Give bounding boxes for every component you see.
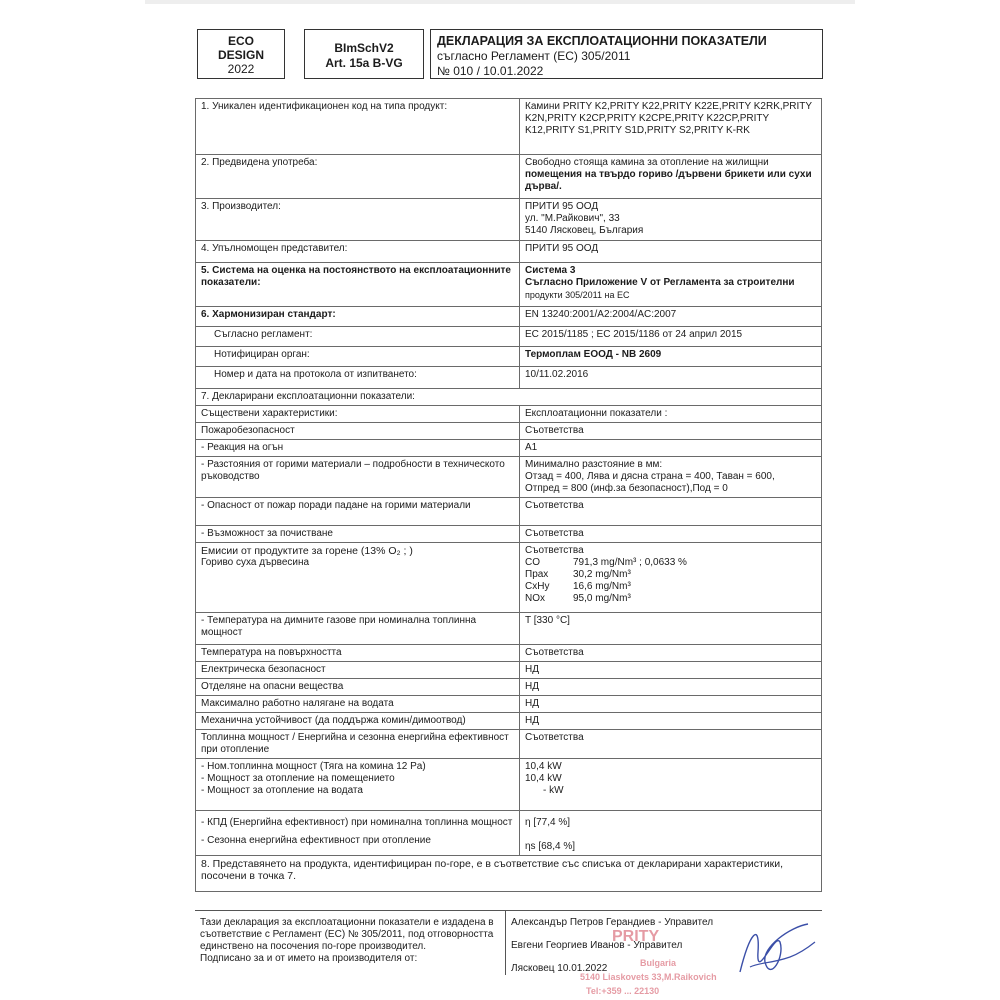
declaration-title: ДЕКЛАРАЦИЯ ЗА ЕКСПЛОАТАЦИОННИ ПОКАЗАТЕЛИ xyxy=(437,34,767,48)
emission-co xyxy=(525,557,816,569)
table-row xyxy=(196,327,822,347)
row-label: 4. Упълномощен представител: xyxy=(196,241,520,263)
maker-city: 5140 Лясковец, България xyxy=(525,225,644,236)
distance-title: Минимално разстояние в мм: xyxy=(525,459,663,470)
bimschv-badge xyxy=(304,29,424,79)
row-label: Температура на повърхността xyxy=(196,645,520,662)
row-value: ПРИТИ 95 ООД xyxy=(520,241,822,263)
row-label: Номер и дата на протокола от изпитването: xyxy=(196,367,520,389)
table-row xyxy=(196,406,822,423)
table-row xyxy=(196,613,822,645)
blm-line1: BImSchV2 xyxy=(334,41,394,55)
row-value: НД xyxy=(520,713,822,730)
col-header-characteristics: Съществени характеристики: xyxy=(196,406,520,423)
row-label: 5. Система на оценка на постоянството на експлоатационните показатели: xyxy=(196,263,520,307)
table-row xyxy=(196,307,822,327)
table-row xyxy=(196,423,822,440)
signature-stroke xyxy=(740,924,808,972)
system-line2: Съгласно Приложение V от Регламента за строителни xyxy=(525,277,795,288)
row-label: 6. Хармонизиран стандарт: xyxy=(196,307,520,327)
nominal-power-label: - Ном.топлинна мощност (Тяга на комина 12 Pa) xyxy=(201,761,426,772)
row-label: Механична устойчивост (да поддържа комин/димоотвод) xyxy=(196,713,520,730)
stamp-text: Bulgaria xyxy=(640,958,677,968)
system-line1: Система 3 xyxy=(525,265,576,276)
row-label xyxy=(196,759,520,811)
efficiency-value: η [77,4 %] xyxy=(525,817,571,828)
eco-design-badge xyxy=(197,29,285,79)
row-value: НД xyxy=(520,696,822,713)
place-date: Лясковец 10.01.2022 xyxy=(511,963,608,974)
row-value: Съответства xyxy=(520,645,822,662)
maker-name: ПРИТИ 95 ООД xyxy=(525,201,599,212)
emission-key: Прах xyxy=(525,569,549,580)
blm-line2: Art. 15a B-VG xyxy=(325,56,403,70)
system-line3: продукти 305/2011 на ЕС xyxy=(525,290,630,300)
row-value: НД xyxy=(520,662,822,679)
col-header-performance: Експлоатационни показатели : xyxy=(520,406,822,423)
row-label: Нотифициран орган: xyxy=(196,347,520,367)
row-value: Камини PRITY K2,PRITY K22,PRITY K22E,PRITY K2RK,PRITY K2N,PRITY K2CP,PRITY K2CPE,PRITY K22CP,PRITY K12,PRITY S1,PRITY S1D,PRITY S2,PRITY K-RK xyxy=(520,99,822,155)
table-row xyxy=(196,730,822,759)
water-power-value: - kW xyxy=(543,785,564,796)
handwritten-signature xyxy=(720,912,820,992)
table-row xyxy=(196,155,822,199)
table-row xyxy=(196,199,822,241)
table-row xyxy=(196,263,822,307)
signed-by-label: Подписано за и от името на производителя от: xyxy=(200,953,418,964)
declaration-number: № 010 / 10.01.2022 xyxy=(437,64,544,78)
row-label: - Разстояния от горими материали – подробности в техническото ръководство xyxy=(196,457,520,498)
maker-street: ул. "М.Райкович", 33 xyxy=(525,213,620,224)
signature-stroke xyxy=(750,942,815,967)
top-scan-edge xyxy=(145,0,855,4)
nominal-power-value: 10,4 kW xyxy=(525,761,562,772)
row-label: - Температура на димните газове при номинална топлинна мощност xyxy=(196,613,520,645)
emission-key: NOx xyxy=(525,593,545,604)
declaration-header xyxy=(430,29,823,79)
room-power-label: - Мощност за отопление на помещението xyxy=(201,773,395,784)
table-row xyxy=(196,543,822,613)
table-row xyxy=(196,696,822,713)
water-power-label: - Мощност за отопление на водата xyxy=(201,785,363,796)
table-row xyxy=(196,99,822,155)
row-value: EC 2015/1185 ; EC 2015/1186 от 24 април 2015 xyxy=(520,327,822,347)
row-value: Термоплам ЕООД - NB 2609 xyxy=(520,347,822,367)
emissions-title: Емисии от продуктите за горене (13% O₂ ; ) xyxy=(201,545,413,557)
use-line2: помещения на твърдо гориво /дървени брикети или сухи дърва/. xyxy=(525,169,812,192)
table-row xyxy=(196,713,822,730)
table-row xyxy=(196,759,822,811)
emission-value: 791,3 mg/Nm³ ; 0,0633 % xyxy=(573,557,687,568)
stamp-text: Tel:+359 ... 22130 xyxy=(586,986,660,996)
section7-title: 7. Декларирани експлоатационни показатели: xyxy=(196,389,822,406)
emission-key: CxHy xyxy=(525,581,550,592)
table-row xyxy=(196,856,822,892)
row-value xyxy=(520,759,822,811)
row-value: Съответства xyxy=(520,423,822,440)
row-label: - Опасност от пожар поради падане на горими материали xyxy=(196,498,520,526)
emission-key: CO xyxy=(525,557,540,568)
row-value: Съответства xyxy=(520,730,822,759)
seasonal-efficiency-label: - Сезонна енергийна ефективност при отопление xyxy=(201,835,431,846)
signatory-1: Александър Петров Герандиев - Управител xyxy=(511,917,714,928)
emission-cxhy xyxy=(525,581,816,593)
row-label xyxy=(196,543,520,613)
table-row xyxy=(196,241,822,263)
row-label xyxy=(196,811,520,856)
stamp-text: 5140 Liaskovets 33,M.Raikovich xyxy=(580,972,717,982)
stamp-text: PRITY xyxy=(612,928,660,945)
table-row xyxy=(196,679,822,696)
distance-back: Отзад = 400, Лява и дясна страна = 400, Таван = 600, xyxy=(525,471,775,482)
table-row xyxy=(196,662,822,679)
eco-year: 2022 xyxy=(227,62,255,76)
signatory-2: Евгени Георгиев Иванов - Управител xyxy=(511,940,683,951)
seasonal-efficiency-value: ηs [68,4 %] xyxy=(525,841,576,852)
row-value xyxy=(520,457,822,498)
emission-dust xyxy=(525,569,816,581)
row-label: - Възможност за почистване xyxy=(196,526,520,543)
emission-nox xyxy=(525,593,816,605)
row-value: Съответства xyxy=(520,526,822,543)
row-label: - Реакция на огън xyxy=(196,440,520,457)
table-row xyxy=(196,389,822,406)
emission-value: 30,2 mg/Nm³ xyxy=(573,569,631,580)
table-row xyxy=(196,526,822,543)
row-label: Съгласно регламент: xyxy=(196,327,520,347)
row-value: T [330 °C] xyxy=(520,613,822,645)
company-stamp xyxy=(580,928,730,1000)
emission-value: 95,0 mg/Nm³ xyxy=(573,593,631,604)
table-row xyxy=(196,645,822,662)
eco-line2: DESIGN xyxy=(217,48,264,62)
table-row xyxy=(196,811,822,856)
row-value: EN 13240:2001/A2:2004/AC:2007 xyxy=(520,307,822,327)
row-label: Максимално работно налягане на водата xyxy=(196,696,520,713)
row-label: Отделяне на опасни вещества xyxy=(196,679,520,696)
emission-value: 16,6 mg/Nm³ xyxy=(573,581,631,592)
table-row xyxy=(196,498,822,526)
row-label: 1. Уникален идентификационен код на типа продукт: xyxy=(196,99,520,155)
table-row xyxy=(196,347,822,367)
distance-front: Отпред = 800 (инф.за безопасност),Под = 0 xyxy=(525,483,728,494)
emissions-fuel: Гориво суха дървесина xyxy=(201,557,310,568)
section8-statement: 8. Представянето на продукта, идентифициран по-горе, е в съответствие със списъка от декларирани характеристики, посочени в точка 7. xyxy=(196,856,822,892)
use-line1: Свободно стояща камина за отопление на жилищни xyxy=(525,157,769,168)
footer-left xyxy=(195,911,506,976)
room-power-value: 10,4 kW xyxy=(525,773,562,784)
row-label: Електрическа безопасност xyxy=(196,662,520,679)
table-row xyxy=(196,457,822,498)
emissions-status: Съответства xyxy=(525,545,584,556)
row-value: A1 xyxy=(520,440,822,457)
row-label: 2. Предвидена употреба: xyxy=(196,155,520,199)
row-label: 3. Производител: xyxy=(196,199,520,241)
row-value: НД xyxy=(520,679,822,696)
declaration-table xyxy=(195,98,822,892)
declaration-subtitle: съгласно Регламент (ЕС) 305/2011 xyxy=(437,49,631,63)
table-row xyxy=(196,367,822,389)
row-value xyxy=(520,811,822,856)
eco-line1: ECO xyxy=(227,34,254,48)
table-row xyxy=(196,440,822,457)
row-label: Топлинна мощност / Енергийна и сезонна енергийна ефективност при отопление xyxy=(196,730,520,759)
row-value: Съответства xyxy=(520,498,822,526)
issuance-statement: Тази декларация за експлоатационни показатели е издадена в съответствие с Регламент (ЕС) № 305/2011, под отговорността единствено на посочения по-горе производител. xyxy=(200,917,494,952)
efficiency-label: - КПД (Енергийна ефективност) при номинална топлинна мощност xyxy=(201,817,513,828)
row-value xyxy=(520,199,822,241)
row-value xyxy=(520,155,822,199)
row-label: Пожаробезопасност xyxy=(196,423,520,440)
row-value xyxy=(520,263,822,307)
row-value: 10/11.02.2016 xyxy=(520,367,822,389)
row-value xyxy=(520,543,822,613)
